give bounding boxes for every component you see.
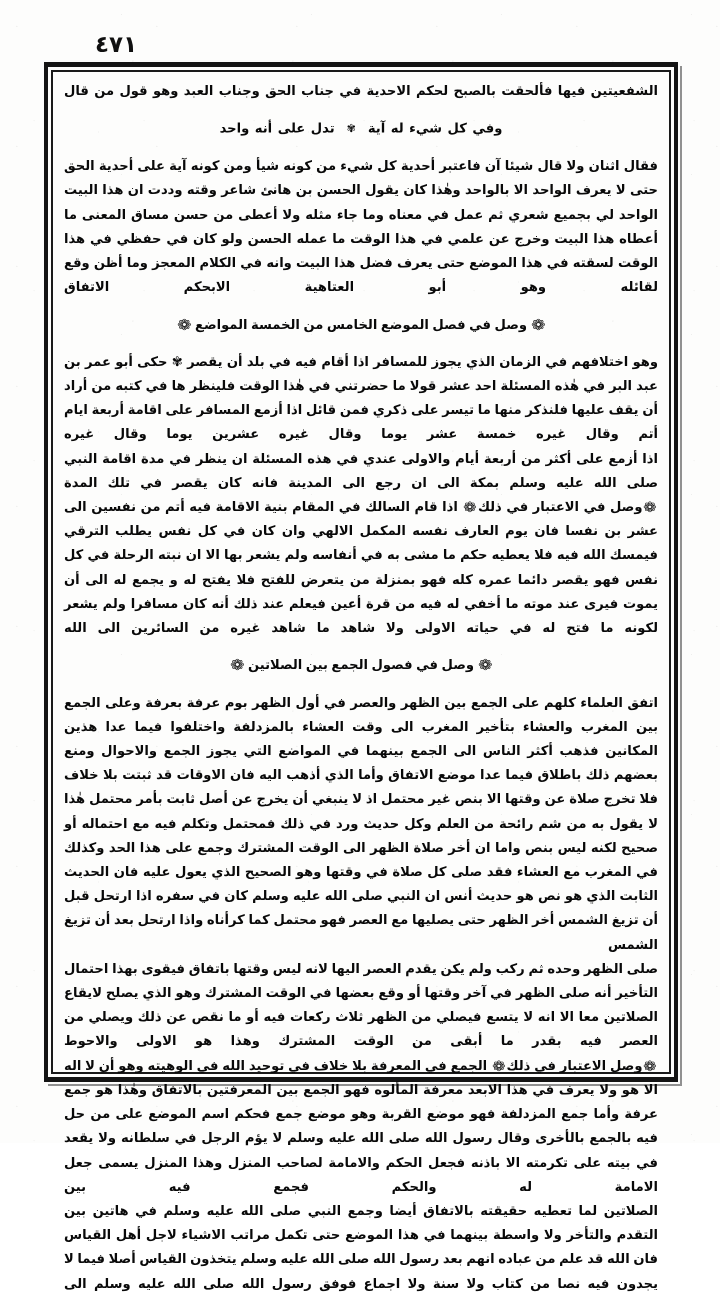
section-heading [64, 314, 658, 338]
verse-hemistich-left: تدل على أنه واحد [219, 121, 335, 137]
ornament-icon: ❁ [463, 500, 477, 517]
paragraph: اتفق العلماء كلهم على الجمع بين الظهر والعصر في أول الظهر بوم عرفة بعرفة وعلى الجمع بين المغرب والعشاء بتأخير المغرب الى وقت العشاء بالمزدلفة واختلفوا فيما عدا هذين المكانين فذهب أكثر الناس الى الجمع بينهما في المواضع التي يجوز الجمع والاحوال ومنع بعضهم ذلك باطلاق فيما عدا موضع الاتفاق وأما الذي أذهب اليه فان الاوقات قد ثبتت بلا خلاف فلا تخرج صلاة عن وقتها الا بنص غير محتمل اذ لا ينبغي أن يخرج عن أصل ثابت بأمر محتمل هٰذا [64, 695, 658, 808]
inline-section-heading-label: وصل في الاعتبار في ذلك [477, 500, 643, 516]
ornament-icon: ❁ [492, 1058, 506, 1075]
verse-separator-icon: ✾ [346, 122, 356, 136]
paragraph-text: الجمع في المعرفة بلا خلاف في توحيد الله في الوهيته وهو أن لا اله الا هو ولا يعرف في هذا الابعد معرفة المألوه فهو الجمع بين المعرفتين بالاتفاق وهٰذا هو جمع عرفة وأما جمع المزدلفة فهو موضع القربة وهو موضع جمع فحكم اسم الموضع على من حل فيه بالجمع بالأخرى وقال رسول الله صلى الله عليه وسلم لا يؤم الرجل في سلطانه ولا يقعد في بيته على تكرمته الا باذنه فجعل الحكم والامامة لصاحب المنزل وهذا المنزل يسمى جعل الامامة له والحكم فجمع فيه بين [64, 1058, 658, 1195]
paragraph: اذا أزمع على أكثر من أربعة أيام والاولى عندي في هذه المسئلة ان ينظر في مدة اقامة النبي صلى الله عليه وسلم بمكة الى ان رجع الى المدينة فانه كان يقصر في تلك المدة [64, 451, 658, 491]
poetry-verse [64, 117, 658, 142]
verse-hemistich-right: وفي كل شيء له آية [367, 121, 503, 137]
paragraph: فقال اثنان ولا قال شيئا آن فاعتبر أحدية كل شيء من كونه شيأ ومن كونه آية على أحدية الحق حتى لا يعرف الواحد الا بالواحد وهٰذا كان يقول الحسن بن هانئ شاعر وقته وددت ان هذا البيت الواحد لي بجميع شعري ثم عمل في معناه وما جاء مثله ولا أعطى من حسن مساق المعنى ما أعطاه هذا البيت وخرج عن علمي في هذا الوقت ما عمله الحسن ولو كان في حفظي في هذا الوقت لسقته في هذا الموضع حتى يعرف فضل هذا البيت وانه في الكلام المعجز وما أظن وقع لقائله وهو أبو العتاهية الابحكم الاتفاق [64, 159, 658, 296]
ornament-icon: ❁ [643, 1058, 657, 1075]
paragraph: الصلاتين لما تعطيه حقيقته بالاتفاق أيضا وجمع النبي صلى الله عليه وسلم في هاتين بين التقدم والتأخر ولا واسطة بينهما في هذا الموضع حتى تكمل مراتب الاشياء لاجل أهل القياس فان الله قد علم من عباده انهم بعد رسول الله صلى الله عليه وسلم يتخذون القياس أصلا فيما لا يجدون فيه نصا من كتاب ولا سنة ولا اجماع فوفق رسول الله صلى الله عليه وسلم الى [64, 1203, 658, 1292]
folio-header [0, 30, 720, 60]
inline-section-heading [491, 1059, 658, 1074]
ornament-icon: ❁ [176, 315, 191, 334]
paragraph: وهو اختلافهم في الزمان الذي يجوز للمسافر اذا أقام فيه في بلد أن يقصر ✾ حكى أبو عمر بن عبد البر في هٰذه المسئلة احد عشر قولا ما حضرتني في هٰذا الوقت فلينظر ها في كتبه من أراد أن يقف عليها فلنذكر منها ما تيسر على ذكري فمن قائل اذا أزمع المسافر على اقامة أربعة ايام أتم وقال غيره خمسة عشر يوما وقال غيره عشرين يوما وقال غيره [64, 354, 658, 443]
paragraph-with-inline-heading [64, 1055, 658, 1200]
paragraph-text: اذا قام السالك في المقام بنية الاقامة فيه أتم من نفسين الى عشر بن نفسا فان يوم العارف نفسه المكمل الالهي وان كان في كل نفس يطلب الترقي فيمسك الله فيه فلا يعطيه حكم ما مشى به في أنفاسه ولم يشعر بها الا ان نبته الرحلة في كل نفس فهو يقصر دائما عمره كله فهو بمنزلة من يتعرض للفتح فلا يفتح له و يجمع له الى أن يموت فيرى عند موته ما أخفي له فيه من قرة أعين فيعلم عند ذلك أنه كان مسافرا ولم يشعر لكونه ما فتح له في حياته الاولى ولا شاهد ما شاهد غيره من السائرين الى الله [64, 500, 658, 637]
ornament-icon: ❁ [478, 656, 493, 675]
ornament-icon: ❁ [531, 315, 546, 334]
ornament-icon: ❁ [643, 500, 657, 517]
paragraph: صلى الظهر وحده ثم ركب ولم يكن يقدم العصر اليها لانه ليس وقتها باتفاق فيقوى بهذا احتمال التأخير أنه صلى الظهر في آخر وقتها أو وقع بعضها في الوقت المشترك وهو الذي يصلح لايقاع الصلاتين معا الا انه لا يتسع فيصلي من الظهر ثلاث ركعات فيه أو ما نقص عن ذلك ويصلي من العصر فيه بقدر ما أبقى من الوقت المشترك وهذا هو الاولى والاحوط [64, 961, 658, 1050]
ornament-icon: ❁ [229, 656, 244, 675]
section-heading-label: وصل في فصل الموضع الخامس من الخمسة المواضع [195, 317, 527, 333]
inline-section-heading-label: وصل الاعتبار في ذلك [506, 1058, 643, 1074]
paragraph: الشفعيتين فيها فألحقت بالصبح لحكم الاحدية في جناب الحق وجناب العبد وهو قول من قال [64, 84, 658, 99]
page-number: ٤٧١ [95, 32, 138, 58]
text-column [58, 76, 664, 1292]
paragraph-with-inline-heading [64, 496, 658, 641]
inline-section-heading [462, 500, 658, 515]
section-heading [64, 654, 658, 678]
paragraph: لا يقول به من شم رائحة من العلم وكل حديث ورد في ذلك فمحتمل وتكلم فيه مع احتماله أو صحيح لكنه ليس بنص واما ان أخر صلاة الظهر الى الوقت المشترك وجمع على هذا الحد وكذلك في المغرب مع العشاء فقد صلى كل صلاة في وقتها وهو الصحيح الذي يعول عليه فان الحديث الثابت الذي هو نص هو حديث أنس ان النبي صلى الله عليه وسلم كان في سفره اذا ارتحل قبل أن تزيغ الشمس أخر الظهر حتى يصليها مع العصر فهو محتمل كما كرأناه واذا ارتحل بعد أن تزيغ الشمس [64, 816, 658, 953]
section-heading-label: وصل في فصول الجمع بين الصلاتين [247, 658, 475, 674]
